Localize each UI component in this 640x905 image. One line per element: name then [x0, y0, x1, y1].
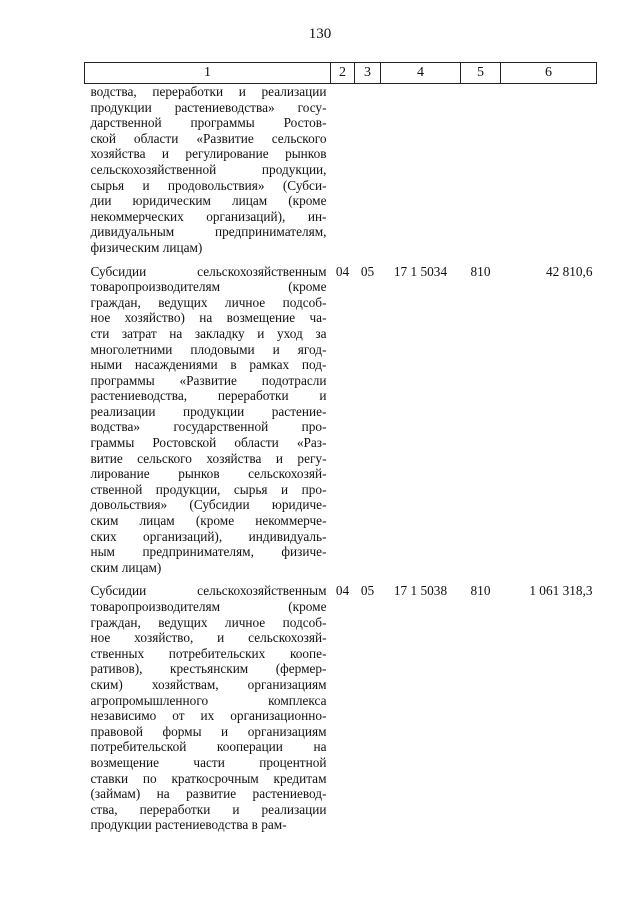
expense-type-cell: 810 — [470, 583, 491, 599]
description-cell — [85, 264, 331, 576]
target-article-cell — [381, 84, 461, 256]
description-line: ским лицам (кроме некоммерче- — [90, 513, 327, 529]
description-line: ственной продукции, сырья и про- — [90, 481, 327, 497]
description-line: ской области «Развитие сельского — [90, 130, 327, 146]
description-line: ративов), крестьянским (фермер- — [90, 661, 327, 677]
column-header-4: 4 — [381, 63, 461, 84]
table-row — [85, 84, 597, 256]
description-line: дии юридическим лицам (кроме — [90, 193, 327, 209]
description-line: независимо от их организационно- — [90, 708, 327, 724]
description-line: водства» государственной про- — [90, 419, 327, 435]
description-cell — [85, 84, 331, 256]
description-line: ским лицам) — [90, 559, 162, 575]
subsection-cell: 05 — [360, 263, 375, 279]
column-header-3: 3 — [355, 63, 381, 84]
section-cell — [331, 84, 355, 256]
description-line: сти затрат на закладку и уход за — [90, 325, 327, 341]
description-line: ства, переработки и реализации — [90, 801, 327, 817]
description-line: граммы Ростовской области «Раз- — [90, 435, 327, 451]
description-line: программы «Развитие подотрасли — [90, 372, 327, 388]
description-line: граждан, ведущих личное подсоб- — [90, 614, 327, 630]
subsection-cell: 05 — [360, 583, 375, 599]
description-line: продукции растениеводства в рам- — [90, 817, 287, 833]
description-line: товаропроизводителям (кроме — [90, 279, 327, 295]
amount-cell: 1 061 318,3 — [529, 583, 593, 599]
description-line: многолетними плодовыми и ягод- — [90, 341, 327, 357]
column-header-2: 2 — [331, 63, 355, 84]
description-line: некоммерческих организаций), ин- — [90, 208, 327, 224]
description-line: растениеводства, переработки и — [90, 388, 327, 404]
description-line: реализации продукции растение- — [90, 403, 327, 419]
description-line: граждан, ведущих личное подсоб- — [90, 294, 327, 310]
header-row — [85, 63, 597, 84]
description-line: (займам) на развитие растениевод- — [90, 786, 327, 802]
subsection-cell — [355, 84, 381, 256]
description-line: товаропроизводителям (кроме — [90, 599, 327, 614]
column-header-1: 1 — [85, 63, 331, 84]
description-line: ными насаждениями в рамках под- — [90, 357, 327, 373]
description-line: ским) хозяйствам, организациям — [90, 676, 327, 692]
target-article-cell: 17 1 5038 — [393, 583, 448, 599]
description-line: сельскохозяйственной продукции, — [90, 161, 327, 177]
description-line: агропромышленного комплекса — [90, 692, 327, 708]
description-line: ских организаций), индивидуаль- — [90, 528, 327, 544]
description-line: ставки по краткосрочным кредитам — [90, 770, 327, 786]
amount-cell — [501, 84, 597, 256]
amount-cell: 42 810,6 — [545, 263, 593, 279]
description-line: ное хозяйство) на возмещение ча- — [90, 310, 327, 326]
description-line: правовой формы и организациям — [90, 723, 327, 739]
table-body — [85, 84, 597, 833]
description-line: ным предпринимателям, физиче- — [90, 544, 327, 560]
description-line: возмещение части процентной — [90, 754, 327, 770]
description-line: продукции растениеводства» госу- — [90, 99, 327, 115]
description-line: Субсидии сельскохозяйственным — [90, 583, 327, 599]
description-line: ственных потребительских коопе- — [90, 645, 327, 661]
description-line: дивидуальным предпринимателям, — [90, 224, 327, 240]
column-header-6: 6 — [501, 63, 597, 84]
target-article-cell: 17 1 5034 — [393, 263, 448, 279]
description-line: хозяйства и регулирование рынков — [90, 146, 327, 162]
description-line: лирование рынков сельскохозяй- — [90, 466, 327, 482]
description-line: физическим лицам) — [90, 239, 203, 255]
row-spacer — [85, 575, 597, 583]
description-line: водства, переработки и реализации — [90, 84, 327, 99]
page-number: 130 — [308, 26, 332, 42]
description-line: Субсидии сельскохозяйственным — [90, 263, 327, 279]
expense-type-cell — [461, 84, 501, 256]
description-line: витие сельского хозяйства и регу- — [90, 450, 327, 466]
table-row — [85, 264, 597, 576]
row-spacer — [85, 256, 597, 264]
description-line: сырья и продовольствия» (Субси- — [90, 177, 327, 193]
description-cell — [85, 583, 331, 833]
description-line: потребительской кооперации на — [90, 739, 327, 755]
table-row — [85, 583, 597, 833]
section-cell: 04 — [335, 263, 350, 279]
section-cell: 04 — [335, 583, 350, 599]
column-header-5: 5 — [461, 63, 501, 84]
expense-type-cell: 810 — [470, 263, 491, 279]
description-line: довольствия» (Субсидии юридиче- — [90, 497, 327, 513]
description-line: дарственной программы Ростов- — [90, 115, 327, 131]
budget-table — [84, 62, 597, 833]
description-line: ное хозяйство, и сельскохозяй- — [90, 630, 327, 646]
table-header — [85, 63, 597, 84]
